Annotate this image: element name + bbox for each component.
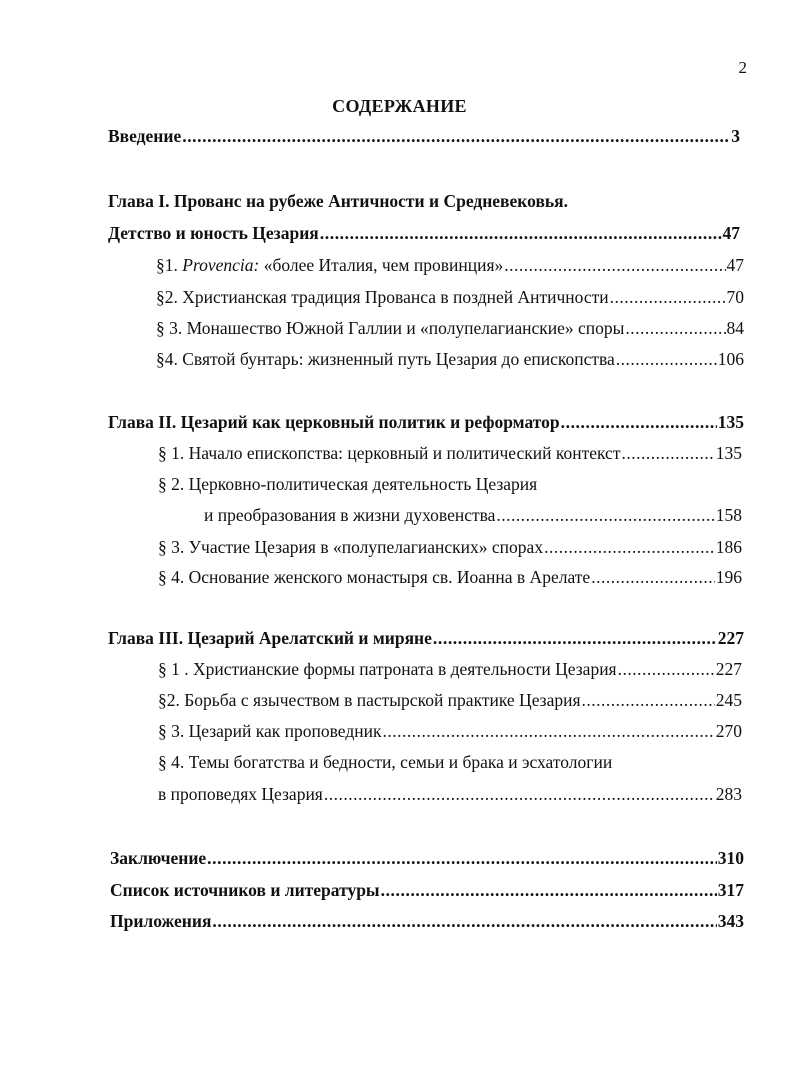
provencia-italic: Provencia:: [182, 255, 260, 275]
dot-leader: [182, 126, 730, 147]
dot-leader: [561, 412, 717, 433]
dot-leader: [625, 318, 725, 339]
toc-entry-label: Введение: [108, 126, 182, 146]
toc-entry-ch3-s2[interactable]: [158, 690, 742, 714]
dot-leader: [496, 505, 714, 526]
toc-entry-page: 227: [717, 628, 744, 648]
toc-entry-ch3-s4[interactable]: [158, 784, 742, 808]
toc-entry-page: 310: [717, 848, 744, 868]
toc-entry-intro[interactable]: [108, 126, 740, 150]
dot-leader: [544, 537, 715, 558]
dot-leader: [504, 255, 725, 276]
toc-entry-conclusion[interactable]: [110, 848, 744, 872]
toc-entry-label: и преобразования в жизни духовенства: [204, 505, 496, 525]
toc-title: СОДЕРЖАНИЕ: [332, 96, 467, 116]
toc-entry-page: 196: [715, 567, 742, 587]
toc-entry-label: §2. Христианская традиция Прованса в поздней Античности: [156, 287, 609, 307]
toc-entry-label: Детство и юность Цезария: [108, 223, 319, 243]
toc-entry-page: 70: [726, 287, 744, 307]
toc-entry-page: 317: [717, 880, 744, 900]
dot-leader: [610, 287, 726, 308]
chapter1-heading[interactable]: Глава I. Прованс на рубеже Античности и Средневековья.: [108, 191, 568, 211]
toc-entry-page: 106: [717, 349, 744, 369]
toc-entry-chapter3[interactable]: [108, 628, 744, 652]
toc-entry-label: §2. Борьба с язычеством в пастырской практике Цезария: [158, 690, 581, 710]
dot-leader: [582, 690, 715, 711]
toc-entry-label: § 1. Начало епископства: церковный и политический контекст: [158, 443, 621, 463]
toc-entry-chapter1[interactable]: [108, 223, 740, 247]
toc-entry-ch3-s3[interactable]: [158, 721, 742, 745]
toc-entry-page: 135: [715, 443, 742, 463]
toc-entry-label: §1. Provencia: «более Италия, чем провинция»: [156, 255, 504, 275]
dot-leader: [433, 628, 717, 649]
toc-entry-label: Список источников и литературы: [110, 880, 380, 900]
dot-leader: [382, 721, 714, 742]
toc-entry-ch1-s2[interactable]: [156, 287, 744, 311]
toc-entry-page: 47: [726, 255, 744, 275]
toc-entry-label: § 3. Участие Цезария в «полупелагианских» спорах: [158, 537, 544, 557]
toc-entry-ch2-s2-line1[interactable]: § 2. Церковно-политическая деятельность Цезария: [158, 474, 538, 494]
toc-entry-ch2-s2[interactable]: [204, 505, 742, 529]
toc-entry-label: § 3. Монашество Южной Галлии и «полупелагианские» споры: [156, 318, 625, 338]
toc-entry-label: Глава III. Цезарий Арелатский и миряне: [108, 628, 432, 648]
toc-entry-ch1-s3[interactable]: [156, 318, 744, 342]
toc-entry-page: 47: [722, 223, 740, 243]
toc-entry-sources[interactable]: [110, 880, 744, 904]
toc-entry-label: Заключение: [110, 848, 207, 868]
toc-entry-page: 135: [717, 412, 744, 432]
toc-entry-page: 245: [715, 690, 742, 710]
dot-leader: [212, 911, 716, 932]
toc-entry-ch1-s1[interactable]: [156, 255, 744, 279]
dot-leader: [621, 443, 714, 464]
toc-entry-ch2-s3[interactable]: [158, 537, 742, 561]
toc-entry-page: 283: [715, 784, 742, 804]
dot-leader: [324, 784, 715, 805]
toc-entry-label: § 4. Основание женского монастыря св. Иоанна в Арелате: [158, 567, 591, 587]
toc-entry-page: 158: [715, 505, 742, 525]
toc-entry-ch2-s4[interactable]: [158, 567, 742, 591]
toc-entry-label: § 3. Цезарий как проповедник: [158, 721, 382, 741]
dot-leader: [381, 880, 717, 901]
toc-entry-page: 270: [715, 721, 742, 741]
dot-leader: [320, 223, 722, 244]
dot-leader: [591, 567, 715, 588]
toc-entry-ch3-s1[interactable]: [158, 659, 742, 683]
toc-entry-label: в проповедях Цезария: [158, 784, 323, 804]
toc-entry-label: Глава II. Цезарий как церковный политик и реформатор: [108, 412, 560, 432]
toc-entry-page: 84: [726, 318, 744, 338]
toc-entry-label: Приложения: [110, 911, 212, 931]
toc-entry-ch1-s4[interactable]: [156, 349, 744, 373]
dot-leader: [616, 349, 717, 370]
toc-entry-label: §4. Святой бунтарь: жизненный путь Цезария до епископства: [156, 349, 615, 369]
toc-entry-chapter2[interactable]: [108, 412, 744, 436]
toc-entry-appendices[interactable]: [110, 911, 744, 935]
dot-leader: [207, 848, 717, 869]
toc-entry-page: 186: [715, 537, 742, 557]
toc-entry-page: 343: [717, 911, 744, 931]
toc-entry-ch3-s4-line1[interactable]: § 4. Темы богатства и бедности, семьи и брака и эсхатологии: [158, 752, 613, 772]
toc-entry-page: 3: [731, 126, 740, 146]
toc-entry-label: § 1 . Христианские формы патроната в деятельности Цезария: [158, 659, 617, 679]
toc-entry-ch2-s1[interactable]: [158, 443, 742, 467]
dot-leader: [618, 659, 715, 680]
page-number: 2: [738, 58, 747, 77]
toc-entry-page: 227: [715, 659, 742, 679]
